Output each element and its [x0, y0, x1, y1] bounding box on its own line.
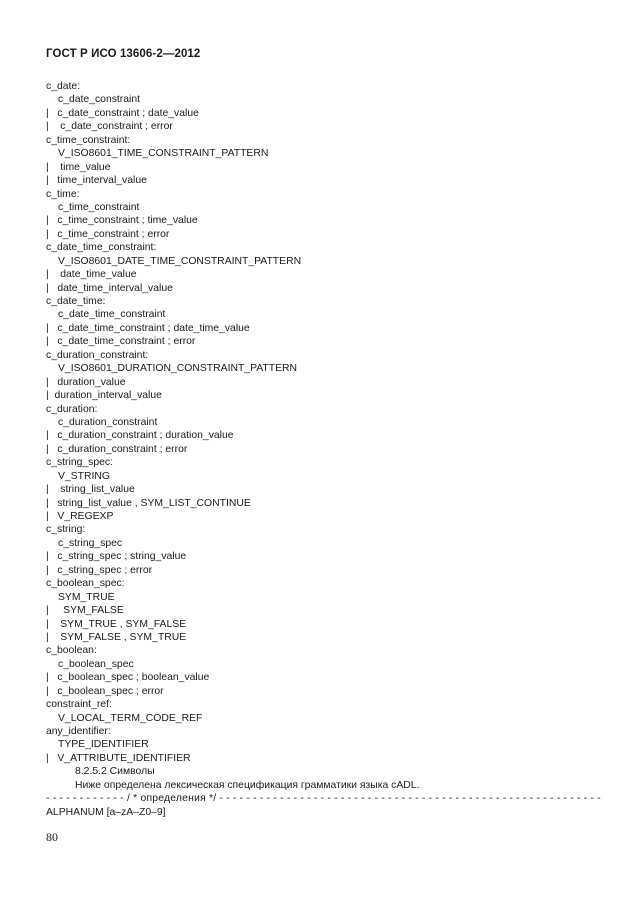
grammar-line: c_boolean_spec: [46, 578, 125, 590]
grammar-line: ALPHANUM [a–zA–Z0–9] [46, 806, 166, 818]
grammar-line: c_time_constraint: [46, 134, 131, 146]
grammar-line: V_ISO8601_DATE_TIME_CONSTRAINT_PATTERN [58, 255, 302, 267]
grammar-line: | c_duration_constraint ; error [46, 443, 188, 455]
grammar-line: | date_time_value [46, 269, 137, 281]
grammar-line: c_duration_constraint: [46, 349, 149, 361]
grammar-line: | c_boolean_spec ; error [46, 685, 164, 697]
grammar-line: V_LOCAL_TERM_CODE_REF [58, 712, 203, 724]
grammar-line: c_time: [46, 188, 80, 200]
grammar-line: | string_list_value , SYM_LIST_CONTINUE [46, 497, 251, 509]
grammar-line: | c_boolean_spec ; boolean_value [46, 672, 210, 684]
section-intro: Ниже определена лексическая спецификация грамматики языка cADL. [75, 779, 420, 791]
grammar-line: c_duration: [46, 403, 98, 415]
grammar-line: | c_string_spec ; string_value [46, 551, 187, 563]
grammar-line: | c_time_constraint ; error [46, 228, 170, 240]
grammar-line: | c_date_constraint ; date_value [46, 107, 199, 119]
grammar-line: SYM_TRUE [58, 591, 115, 603]
grammar-line: | SYM_FALSE , SYM_TRUE [46, 631, 187, 643]
grammar-line: | duration_interval_value [46, 390, 162, 402]
grammar-line: | date_time_interval_value [46, 282, 173, 294]
grammar-line: V_STRING [58, 470, 110, 482]
grammar-line: | c_date_constraint ; error [46, 121, 173, 133]
grammar-line: | V_ATTRIBUTE_IDENTIFIER [46, 752, 191, 764]
grammar-line: | c_duration_constraint ; duration_value [46, 430, 234, 442]
grammar-line: V_ISO8601_TIME_CONSTRAINT_PATTERN [58, 148, 269, 160]
grammar-line: c_string_spec [58, 537, 123, 549]
grammar-line: | string_list_value [46, 484, 135, 496]
grammar-line: | c_date_time_constraint ; date_time_value [46, 322, 250, 334]
grammar-line: | V_REGEXP [46, 511, 114, 522]
grammar-line: c_boolean_spec [58, 658, 134, 670]
grammar-line: | c_string_spec ; error [46, 564, 153, 576]
grammar-line: | c_date_time_constraint ; error [46, 336, 196, 348]
grammar-line: c_string_spec: [46, 457, 113, 469]
grammar-line: V_ISO8601_DURATION_CONSTRAINT_PATTERN [58, 363, 298, 375]
document-header: ГОСТ Р ИСО 13606-2—2012 [46, 48, 201, 60]
section-heading: 8.2.5.2 Символы [75, 766, 155, 778]
grammar-line: | SYM_FALSE [46, 605, 124, 617]
grammar-line: | c_time_constraint ; time_value [46, 215, 198, 227]
grammar-line: c_date: [46, 81, 81, 92]
grammar-line: any_identifier: [46, 726, 111, 737]
grammar-line: | time_interval_value [46, 175, 147, 187]
grammar-line: c_date_time: [46, 296, 106, 307]
definitions-separator: - - - - - - - - - - - - / * определения */ - - - - - - - - - - - - - - - - - - - - - - - - - - - - - - - - - - - - - - - - - - - - - - - - - - - - - - - - - [46, 793, 601, 805]
grammar-line: c_boolean: [46, 645, 97, 657]
grammar-line: | SYM_TRUE , SYM_FALSE [46, 618, 187, 630]
grammar-line: constraint_ref: [46, 699, 112, 711]
grammar-line: c_date_constraint [58, 94, 141, 106]
grammar-line: c_date_time_constraint: [46, 242, 157, 254]
grammar-line: | time_value [46, 161, 111, 173]
grammar-line: c_time_constraint [58, 201, 140, 213]
grammar-line: c_date_time_constraint [58, 309, 166, 321]
grammar-line: c_duration_constraint [58, 416, 158, 428]
grammar-line: c_string: [46, 524, 86, 536]
grammar-listing [46, 80, 606, 819]
page-number: 80 [46, 830, 58, 844]
grammar-line: | duration_value [46, 376, 126, 388]
grammar-line: TYPE_IDENTIFIER [58, 739, 149, 751]
